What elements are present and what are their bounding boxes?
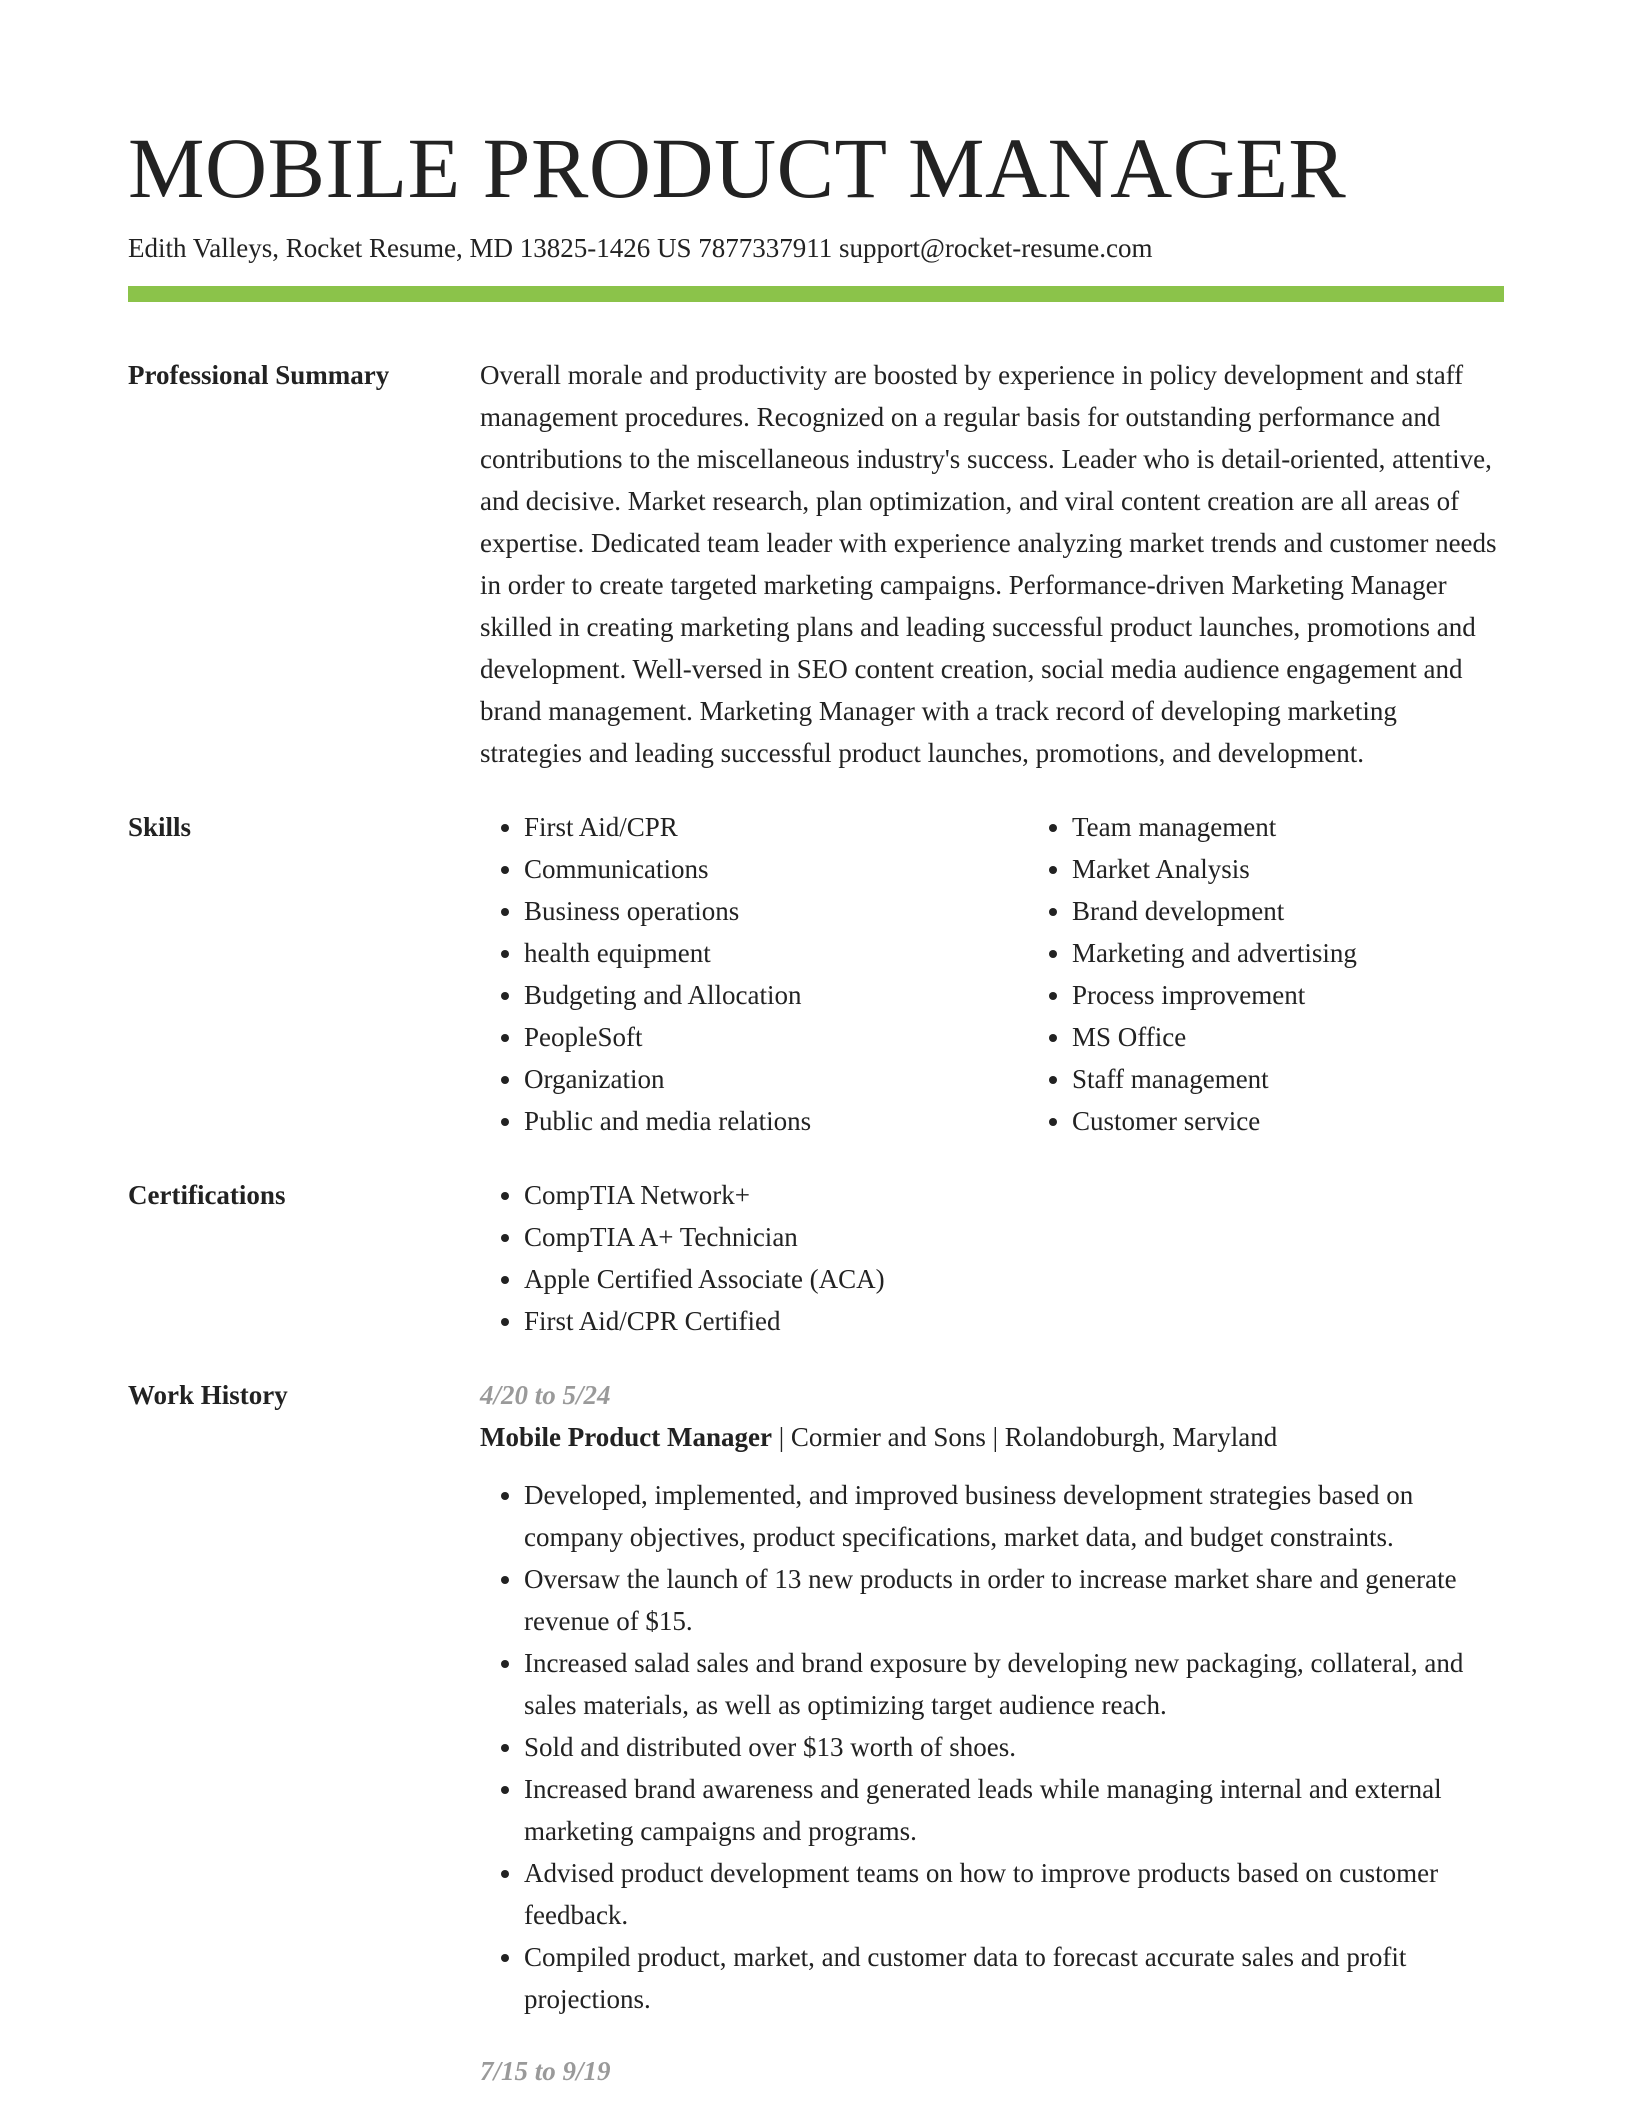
skills-section	[128, 806, 1504, 1142]
job-bullet: • Advised product development teams on how to improve products based on customer feedback.	[524, 1852, 1504, 1936]
skill-item: • health equipment	[524, 932, 1028, 974]
skill-item: • Staff management	[1072, 1058, 1357, 1100]
certifications-section	[128, 1174, 1504, 1342]
skill-item: • Market Analysis	[1072, 848, 1357, 890]
job-entry	[480, 2050, 1504, 2092]
section-title: Skills	[128, 812, 192, 842]
contact-line	[128, 230, 1504, 266]
job-bullet: • Compiled product, market, and customer data to forecast accurate sales and profit projections.	[524, 1936, 1504, 2020]
job-company: Cormier and Sons	[790, 1422, 986, 1452]
job-dates: 7/15 to 9/19	[480, 2056, 611, 2086]
skill-item: • Marketing and advertising	[1072, 932, 1357, 974]
job-separator: |	[778, 1422, 791, 1452]
contact-address: Edith Valleys, Rocket Resume, MD 13825-1426 US	[128, 233, 692, 263]
certification-item: • Apple Certified Associate (ACA)	[524, 1258, 1504, 1300]
skills-list-left	[480, 806, 1028, 1142]
job-bullet: • Increased salad sales and brand exposure by developing new packaging, collateral, and sales materials, as well as optimizing target audience reach.	[524, 1642, 1504, 1726]
certification-item: • CompTIA A+ Technician	[524, 1216, 1504, 1258]
section-body	[480, 354, 1504, 774]
skill-item: • Budgeting and Allocation	[524, 974, 1028, 1016]
job-dates: 4/20 to 5/24	[480, 1380, 611, 1410]
skill-item: • First Aid/CPR	[524, 806, 1028, 848]
skills-columns	[480, 806, 1504, 1142]
certification-item: • CompTIA Network+	[524, 1174, 1504, 1216]
job-location: Rolandoburgh, Maryland	[1004, 1422, 1278, 1452]
skill-item: • Communications	[524, 848, 1028, 890]
job-bullet: • Sold and distributed over $13 worth of shoes.	[524, 1726, 1504, 1768]
section-title: Certifications	[128, 1180, 286, 1210]
skill-item: • Business operations	[524, 890, 1028, 932]
skill-item: • PeopleSoft	[524, 1016, 1028, 1058]
skill-item: • Customer service	[1072, 1100, 1357, 1142]
contact-email: support@rocket-resume.com	[838, 233, 1153, 263]
summary-text: Overall morale and productivity are boosted by experience in policy development and staff management procedures. Recognized on a regular basis for outstanding performance and contributions to the miscellaneous industry's success. Leader who is detail-oriented, attentive, and decisive. Market research, plan optimization, and viral content creation are all areas of expertise. Dedicated team leader with experience analyzing market trends and customer needs in order to create targeted marketing campaigns. Performance-driven Marketing Manager skilled in creating marketing plans and leading successful product launches, promotions and development. Well-versed in SEO content creation, social media audience engagement and brand management. Marketing Manager with a track record of developing marketing strategies and leading successful product launches, promotions, and development.	[480, 360, 1497, 768]
section-title: Work History	[128, 1380, 288, 1410]
job-entry	[480, 1374, 1504, 2020]
job-separator: |	[992, 1422, 1005, 1452]
skill-item: • Public and media relations	[524, 1100, 1028, 1142]
skill-item: • Team management	[1072, 806, 1357, 848]
section-title: Professional Summary	[128, 360, 390, 390]
section-body	[480, 1174, 1504, 1342]
skill-item: • Organization	[524, 1058, 1028, 1100]
job-bullet: • Increased brand awareness and generated leads while managing internal and external marketing campaigns and programs.	[524, 1768, 1504, 1852]
certification-item: • First Aid/CPR Certified	[524, 1300, 1504, 1342]
contact-phone: 7877337911	[698, 233, 833, 263]
certifications-list	[480, 1174, 1504, 1342]
skill-item: • MS Office	[1072, 1016, 1357, 1058]
work-history-section	[128, 1374, 1504, 2092]
resume-name: MOBILE PRODUCT MANAGER	[128, 120, 1347, 216]
job-bullet: • Developed, implemented, and improved business development strategies based on company objectives, product specifications, market data, and budget constraints.	[524, 1474, 1504, 1558]
skills-list-right	[1028, 806, 1357, 1142]
summary-section	[128, 354, 1504, 774]
job-bullets	[480, 1474, 1504, 2020]
skill-item: • Process improvement	[1072, 974, 1357, 1016]
job-bullet: • Oversaw the launch of 13 new products in order to increase market share and generate revenue of $15.	[524, 1558, 1504, 1642]
job-title: Mobile Product Manager	[480, 1422, 772, 1452]
accent-divider	[128, 286, 1504, 302]
skill-item: • Brand development	[1072, 890, 1357, 932]
section-body	[480, 1374, 1504, 2092]
job-heading	[480, 1416, 1504, 1458]
